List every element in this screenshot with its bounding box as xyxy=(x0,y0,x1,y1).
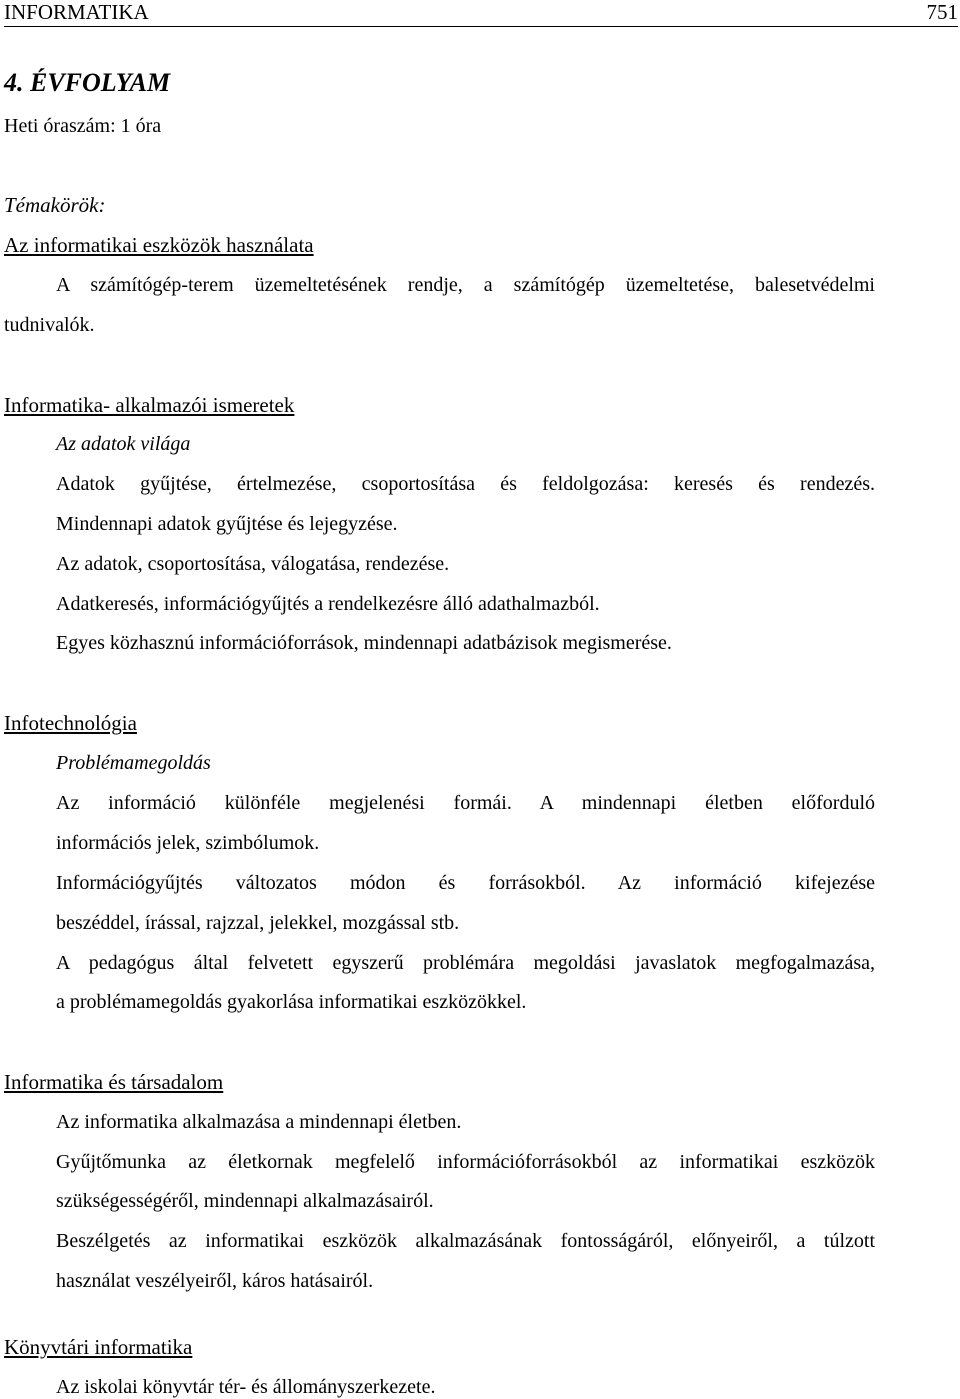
section-line: Az informatika alkalmazása a mindennapi életben. xyxy=(56,1111,462,1133)
section-title-infotech: Infotechnológia xyxy=(4,711,137,735)
section-line: Gyűjtőmunka az életkornak megfelelő információforrásokból az informatikai eszközök xyxy=(56,1151,875,1173)
section-subtitle: Problémamegoldás xyxy=(56,752,211,774)
section-line: Beszélgetés az informatikai eszközök alkalmazásának fontosságáról, előnyeiről, a túlzott xyxy=(56,1230,875,1252)
section-line: Az adatok, csoportosítása, válogatása, rendezése. xyxy=(56,553,450,575)
running-header xyxy=(4,0,958,27)
header-page-number: 751 xyxy=(926,0,958,24)
section-line: Információgyűjtés változatos módon és forrásokból. Az információ kifejezése xyxy=(56,872,875,894)
header-subject: INFORMATIKA xyxy=(4,0,149,24)
section-line: információs jelek, szimbólumok. xyxy=(56,832,320,854)
grade-heading: 4. ÉVFOLYAM xyxy=(4,68,171,97)
section-line: Adatkeresés, információgyűjtés a rendelkezésre álló adathalmazból. xyxy=(56,593,600,615)
section-line: szükségességéről, mindennapi alkalmazásairól. xyxy=(56,1190,434,1212)
section-line: tudnivalók. xyxy=(4,314,95,336)
section-title-library: Könyvtári informatika xyxy=(4,1335,193,1359)
section-title-applications: Informatika- alkalmazói ismeretek xyxy=(4,393,295,417)
section-title-devices: Az informatikai eszközök használata xyxy=(4,233,314,257)
section-line: A számítógép-terem üzemeltetésének rendje, a számítógép üzemeltetése, balesetvédelmi xyxy=(56,274,875,296)
section-line: Adatok gyűjtése, értelmezése, csoportosítása és feldolgozása: keresés és rendezés. xyxy=(56,473,875,495)
section-line: Egyes közhasznú információforrások, mindennapi adatbázisok megismerése. xyxy=(56,632,672,654)
section-line: a problémamegoldás gyakorlása informatikai eszközökkel. xyxy=(56,991,527,1013)
section-line: beszéddel, írással, rajzzal, jelekkel, mozgással stb. xyxy=(56,912,460,934)
section-subtitle: Az adatok világa xyxy=(56,433,191,455)
topics-label: Témakörök: xyxy=(4,193,106,217)
section-line: Az iskolai könyvtár tér- és állományszerkezete. xyxy=(56,1376,436,1398)
section-title-society: Informatika és társadalom xyxy=(4,1070,224,1094)
section-line: használat veszélyeiről, káros hatásairól. xyxy=(56,1270,374,1292)
section-line: Az információ különféle megjelenési formái. A mindennapi életben előforduló xyxy=(56,792,875,814)
section-line: Mindennapi adatok gyűjtése és lejegyzése. xyxy=(56,513,398,535)
weekly-hours: Heti óraszám: 1 óra xyxy=(4,115,162,137)
section-line: A pedagógus által felvetett egyszerű problémára megoldási javaslatok megfogalmazása, xyxy=(56,952,875,974)
